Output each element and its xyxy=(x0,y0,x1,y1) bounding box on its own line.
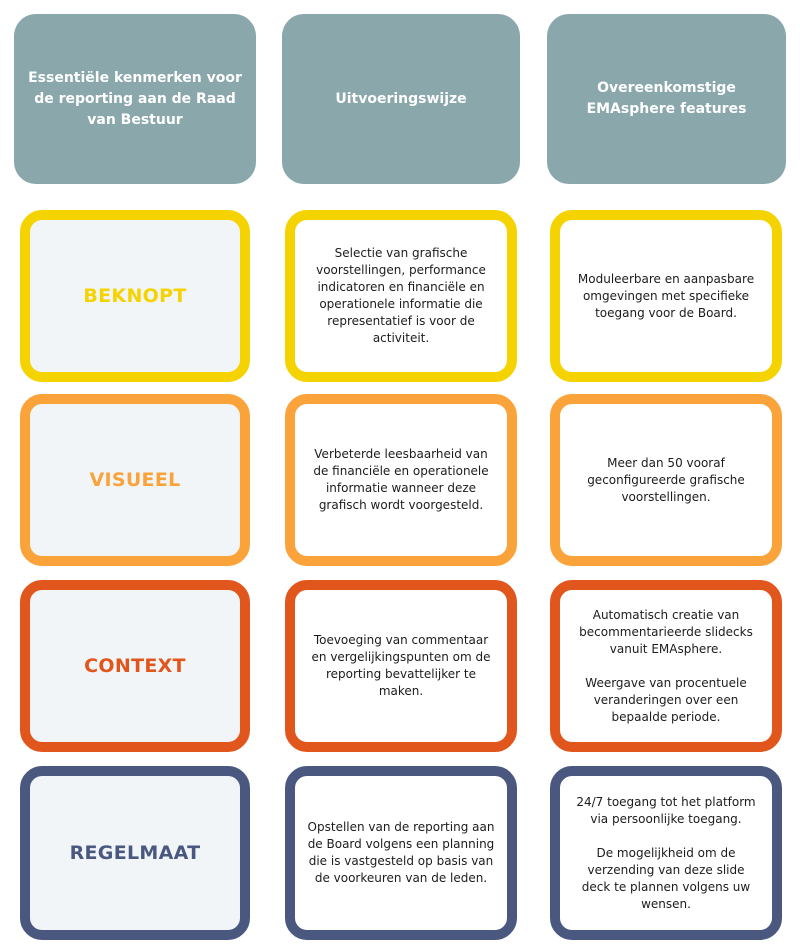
beknopt-label-card xyxy=(20,210,250,382)
regelmaat-uitvoering-text: Opstellen van de reporting aan de Board volgens een planning die is vastgesteld op basis van de voorkeuren van de leden. xyxy=(307,820,495,885)
beknopt-uitvoering-text: Selectie van grafische voorstellingen, performance indicatoren en financiële en operationele informatie die representatief is voor de activiteit. xyxy=(316,246,486,345)
header-uitvoeringswijze-text: Uitvoeringswijze xyxy=(335,90,467,107)
context-label: CONTEXT xyxy=(84,655,186,677)
visueel-label: VISUEEL xyxy=(89,469,181,491)
regelmaat-label: REGELMAAT xyxy=(69,842,201,864)
header-features-text: Overeenkomstige EMAsphere features xyxy=(586,80,747,117)
context-uitvoering-text: Toevoeging van commentaar en vergelijkingspunten om de reporting bevattelijker te maken. xyxy=(311,633,491,698)
header-features xyxy=(547,14,786,184)
regelmaat-uitvoering-card xyxy=(285,766,517,940)
beknopt-features-card xyxy=(550,210,782,382)
regelmaat-features-card xyxy=(550,766,782,940)
beknopt-features-text: Moduleerbare en aanpasbare omgevingen met specifieke toegang voor de Board. xyxy=(577,271,755,320)
header-kenmerken-text: Essentiële kenmerken voor de reporting aan de Raad van Bestuur xyxy=(28,69,242,128)
context-features-card xyxy=(550,580,782,752)
visueel-uitvoering-card xyxy=(285,394,517,566)
beknopt-label: BEKNOPT xyxy=(83,285,187,307)
visueel-uitvoering-text: Verbeterde leesbaarheid van de financiële en operationele informatie wanneer deze grafisch wordt voorgesteld. xyxy=(313,447,489,512)
visueel-features-text: Meer dan 50 vooraf geconfigureerde grafische voorstellingen. xyxy=(587,455,745,504)
context-uitvoering-card xyxy=(285,580,517,752)
visueel-label-card xyxy=(20,394,250,566)
header-uitvoeringswijze xyxy=(282,14,520,184)
regelmaat-label-card xyxy=(20,766,250,940)
regelmaat-features-text: 24/7 toegang tot het platform via persoonlijke toegang. De mogelijkheid om de verzending van deze slide deck te plannen volgens uw wensen. xyxy=(576,794,756,911)
beknopt-uitvoering-card xyxy=(285,210,517,382)
header-kenmerken xyxy=(14,14,256,184)
context-features-text: Automatisch creatie van becommentarieerde slidecks vanuit EMAsphere. Weergave van procentuele veranderingen over een bepaalde periode. xyxy=(579,607,753,724)
context-label-card xyxy=(20,580,250,752)
visueel-features-card xyxy=(550,394,782,566)
